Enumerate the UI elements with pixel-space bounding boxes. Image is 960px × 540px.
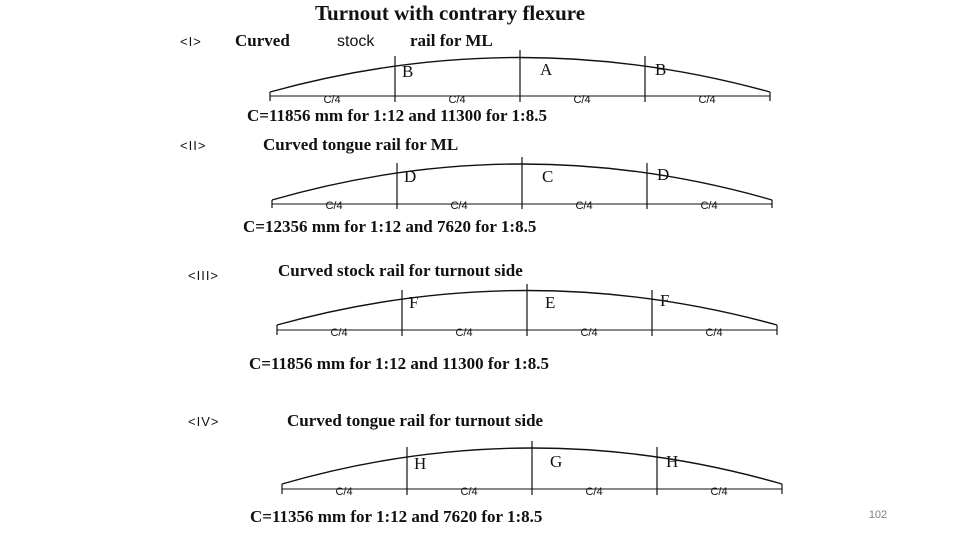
section-1-numeral: <I>	[180, 34, 202, 49]
section-3-segment-label-3: C/4	[580, 327, 598, 339]
section-1-ordinate-label-2: A	[540, 60, 553, 79]
section-3-ordinate-label-1: F	[409, 293, 419, 312]
section-1-heading-part-3: rail for ML	[410, 31, 493, 50]
page-title: Turnout with contrary flexure	[314, 1, 586, 25]
section-1-segment-label-2: C/4	[448, 94, 466, 106]
section-1-segment-label-3: C/4	[573, 94, 591, 106]
section-2-segment-label-3: C/4	[575, 200, 593, 212]
section-3-formula: C=11856 mm for 1:12 and 11300 for 1:8.5	[249, 354, 549, 373]
section-2-heading: Curved tongue rail for ML	[263, 135, 459, 154]
section-2-formula: C=12356 mm for 1:12 and 7620 for 1:8.5	[243, 217, 537, 236]
section-4-ordinate-label-3: H	[666, 452, 679, 471]
section-2-numeral: <II>	[180, 138, 207, 153]
section-4-formula: C=11356 mm for 1:12 and 7620 for 1:8.5	[250, 507, 543, 526]
section-3-segment-label-4: C/4	[705, 327, 723, 339]
section-4-heading: Curved tongue rail for turnout side	[287, 411, 544, 430]
section-1-segment-label-4: C/4	[698, 94, 716, 106]
section-1-ordinate-label-3: B	[655, 60, 667, 79]
section-2-ordinate-label-3: D	[657, 165, 670, 184]
section-1-formula: C=11856 mm for 1:12 and 11300 for 1:8.5	[247, 106, 547, 125]
section-2-ordinate-label-1: D	[404, 167, 417, 186]
section-1-heading-part-2: stock	[337, 33, 375, 50]
section-3-segment-label-1: C/4	[330, 327, 348, 339]
section-3-ordinate-label-3: F	[660, 291, 670, 310]
section-2-segment-label-1: C/4	[325, 200, 343, 212]
section-1-heading-part-1: Curved	[235, 31, 290, 50]
section-4-segment-label-3: C/4	[585, 486, 603, 498]
section-4-segment-label-1: C/4	[335, 486, 353, 498]
section-1-segment-label-1: C/4	[323, 94, 341, 106]
section-4-segment-label-2: C/4	[460, 486, 478, 498]
section-2-ordinate-label-2: C	[542, 167, 554, 186]
section-1	[180, 31, 770, 125]
section-4-numeral: <IV>	[188, 414, 220, 429]
section-3-heading: Curved stock rail for turnout side	[278, 261, 523, 280]
section-2-segment-label-2: C/4	[450, 200, 468, 212]
section-3-segment-label-2: C/4	[455, 327, 473, 339]
section-3	[188, 261, 777, 373]
section-4-ordinate-label-2: G	[550, 452, 563, 471]
section-4	[188, 411, 782, 526]
section-4-segment-label-4: C/4	[710, 486, 728, 498]
section-3-numeral: <III>	[188, 268, 220, 283]
section-3-ordinate-label-2: E	[545, 293, 556, 312]
section-2	[180, 135, 772, 236]
section-1-ordinate-label-1: B	[402, 62, 414, 81]
section-2-segment-label-4: C/4	[700, 200, 718, 212]
section-4-ordinate-label-1: H	[414, 454, 427, 473]
page-number: 102	[868, 509, 888, 521]
